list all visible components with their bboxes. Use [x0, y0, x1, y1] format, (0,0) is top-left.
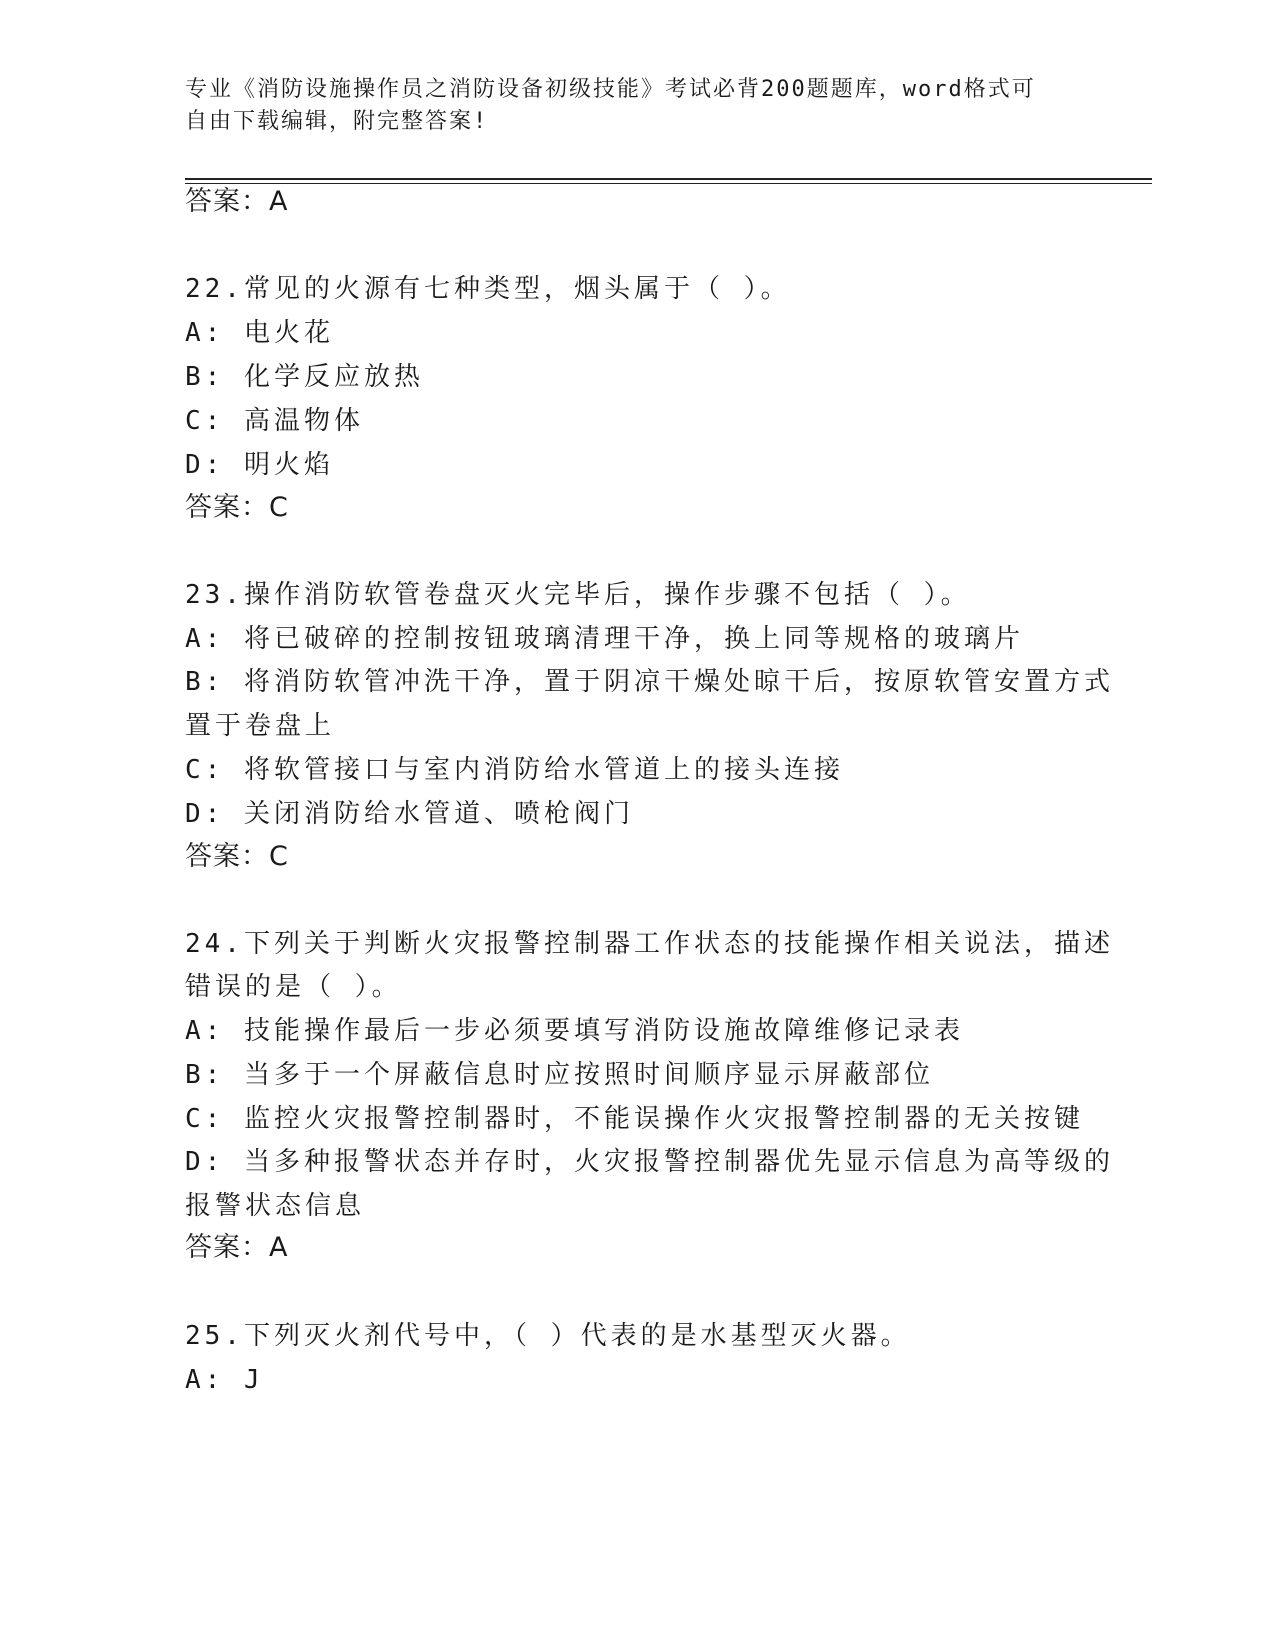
option-line: C: 高温物体	[185, 406, 364, 436]
option-line: D: 明火焰	[185, 450, 334, 480]
option-line: A: 电火花	[185, 318, 334, 348]
answer-line: 答案：A	[185, 186, 289, 217]
header-line-1: 专业《消防设施操作员之消防设备初级技能》考试必背200题题库，word格式可	[185, 77, 1036, 102]
answer-line: 答案：A	[185, 1232, 289, 1263]
question-stem: 25.下列灭火剂代号中，（ ）代表的是水基型灭火器。	[185, 1321, 911, 1351]
option-line: B: 化学反应放热	[185, 362, 424, 392]
document-header	[185, 74, 1065, 138]
answer-line: 答案：C	[185, 492, 289, 523]
option-line-continued: 置于卷盘上	[185, 711, 336, 741]
answer-line: 答案：C	[185, 841, 289, 872]
option-line: C: 监控火灾报警控制器时，不能误操作火灾报警控制器的无关按键	[185, 1104, 1084, 1134]
question-stem-continued: 错误的是（ ）。	[185, 972, 402, 1002]
option-line: D: 当多种报警状态并存时，火灾报警控制器优先显示信息为高等级的	[185, 1147, 1114, 1177]
option-line: B: 将消防软管冲洗干净，置于阴凉干燥处晾干后，按原软管安置方式	[185, 667, 1114, 697]
header-divider-thin	[185, 183, 1152, 184]
question-stem: 23.操作消防软管卷盘灭火完毕后，操作步骤不包括（ ）。	[185, 580, 971, 610]
header-line-2: 自由下载编辑，附完整答案!	[185, 109, 489, 134]
option-line: A: J	[185, 1365, 264, 1395]
option-line: A: 将已破碎的控制按钮玻璃清理干净，换上同等规格的玻璃片	[185, 624, 1024, 654]
option-line: C: 将软管接口与室内消防给水管道上的接头连接	[185, 755, 844, 785]
option-line: B: 当多于一个屏蔽信息时应按照时间顺序显示屏蔽部位	[185, 1060, 934, 1090]
option-line: A: 技能操作最后一步必须要填写消防设施故障维修记录表	[185, 1016, 964, 1046]
option-line-continued: 报警状态信息	[185, 1191, 366, 1221]
question-stem: 22.常见的火源有七种类型，烟头属于（ ）。	[185, 274, 791, 304]
header-divider	[185, 178, 1152, 180]
option-line: D: 关闭消防给水管道、喷枪阀门	[185, 799, 634, 829]
question-stem: 24.下列关于判断火灾报警控制器工作状态的技能操作相关说法，描述	[185, 929, 1114, 959]
